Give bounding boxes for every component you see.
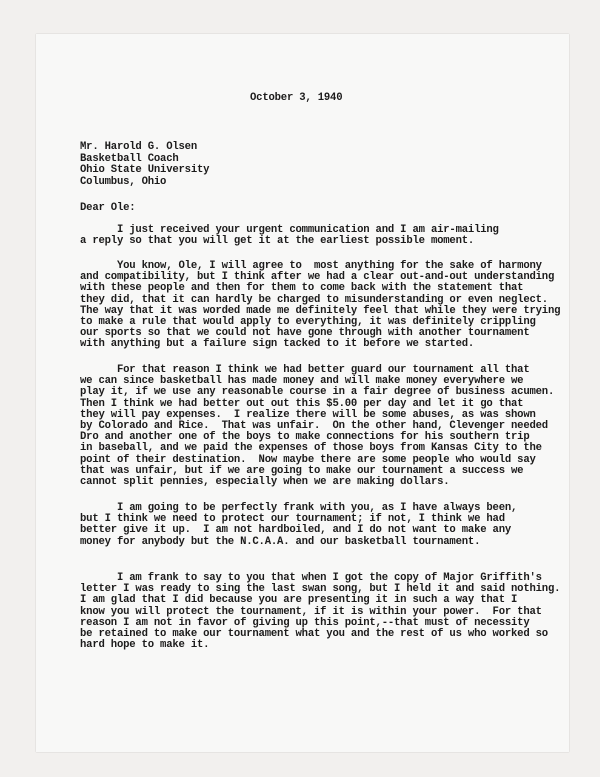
paragraph-2	[80, 261, 560, 351]
salutation: Dear Ole:	[80, 202, 136, 214]
paragraph-3	[80, 365, 554, 488]
text-line: by Colorado and Rice. That was unfair. On the other hand, Clevenger needed	[80, 420, 548, 433]
text-line: know you will protect the tournament, if it is within your power. For that	[80, 605, 542, 618]
text-line: our sports so that we could not have gone through with another tournament	[80, 327, 530, 340]
text-line: they will pay expenses. I realize there will be some abuses, as was shown	[80, 408, 536, 421]
recipient-address	[80, 142, 209, 188]
text-line: in baseball, and we paid the expenses of those boys from Kansas City to the	[80, 442, 542, 455]
text-line: they did, that it can hardly be charged to misunderstanding or even neglect.	[80, 293, 548, 306]
text-line: Then I think we had better out out this $5.00 per day and let it go that	[80, 397, 524, 410]
text-line: money for anybody but the N.C.A.A. and our basketball tournament.	[80, 535, 481, 548]
text-line: cannot split pennies, especially when we are making dollars.	[80, 476, 450, 489]
text-line: hard hope to make it.	[80, 639, 210, 652]
text-line: that was unfair, but if we are going to make our tournament a success we	[80, 464, 524, 477]
text-line: For that reason I think we had better guard our tournament all that	[80, 364, 530, 376]
text-line: I am frank to say to you that when I got the copy of Major Griffith's	[80, 572, 542, 584]
recipient-title: Basketball Coach	[80, 152, 179, 165]
text-line: The way that it was worded made me definitely feel that while they were trying	[80, 304, 561, 317]
paragraph-4	[80, 503, 517, 548]
recipient-institution: Ohio State University	[80, 164, 210, 177]
recipient-city: Columbus, Ohio	[80, 175, 167, 188]
text-line: and compatibility, but I think after we had a clear out-and-out understanding	[80, 271, 555, 284]
paragraph-5	[80, 573, 560, 651]
text-line: better give it up. I am not hardboiled, and I do not want to make any	[80, 524, 512, 537]
text-line: I just received your urgent communication and I am air-mailing	[80, 224, 499, 236]
text-line: reason I am not in favor of giving up this point,--that must of necessity	[80, 616, 530, 629]
text-line: with anything but a failure sign tacked to it before we started.	[80, 338, 475, 351]
text-line: point of their destination. Now maybe there are some people who would say	[80, 453, 536, 466]
text-line: we can since basketball has made money and will make money everywhere we	[80, 375, 524, 388]
recipient-name: Mr. Harold G. Olsen	[80, 141, 197, 153]
text-line: a reply so that you will get it at the earliest possible moment.	[80, 235, 475, 248]
paragraph-1	[80, 225, 499, 247]
text-line: with these people and then for them to come back with the statement that	[80, 282, 524, 295]
text-line: be retained to make our tournament what you and the rest of us who worked so	[80, 628, 548, 641]
text-line: letter I was ready to sing the last swan song, but I held it and said nothing.	[80, 583, 561, 596]
text-line: I am going to be perfectly frank with you, as I have always been,	[80, 502, 518, 514]
letter-date: October 3, 1940	[250, 92, 343, 104]
text-line: but I think we need to protect our tournament; if not, I think we had	[80, 513, 505, 526]
text-line: play it, if we use any reasonable course in a fair degree of business acumen.	[80, 386, 555, 399]
text-line: I am glad that I did because you are presenting it in such a way that I	[80, 594, 518, 607]
text-line: to make a rule that would apply to everything, it was definitely crippling	[80, 316, 536, 329]
text-line: Dro and another one of the boys to make connections for his southern trip	[80, 431, 530, 444]
text-line: You know, Ole, I will agree to most anything for the sake of harmony	[80, 260, 542, 272]
